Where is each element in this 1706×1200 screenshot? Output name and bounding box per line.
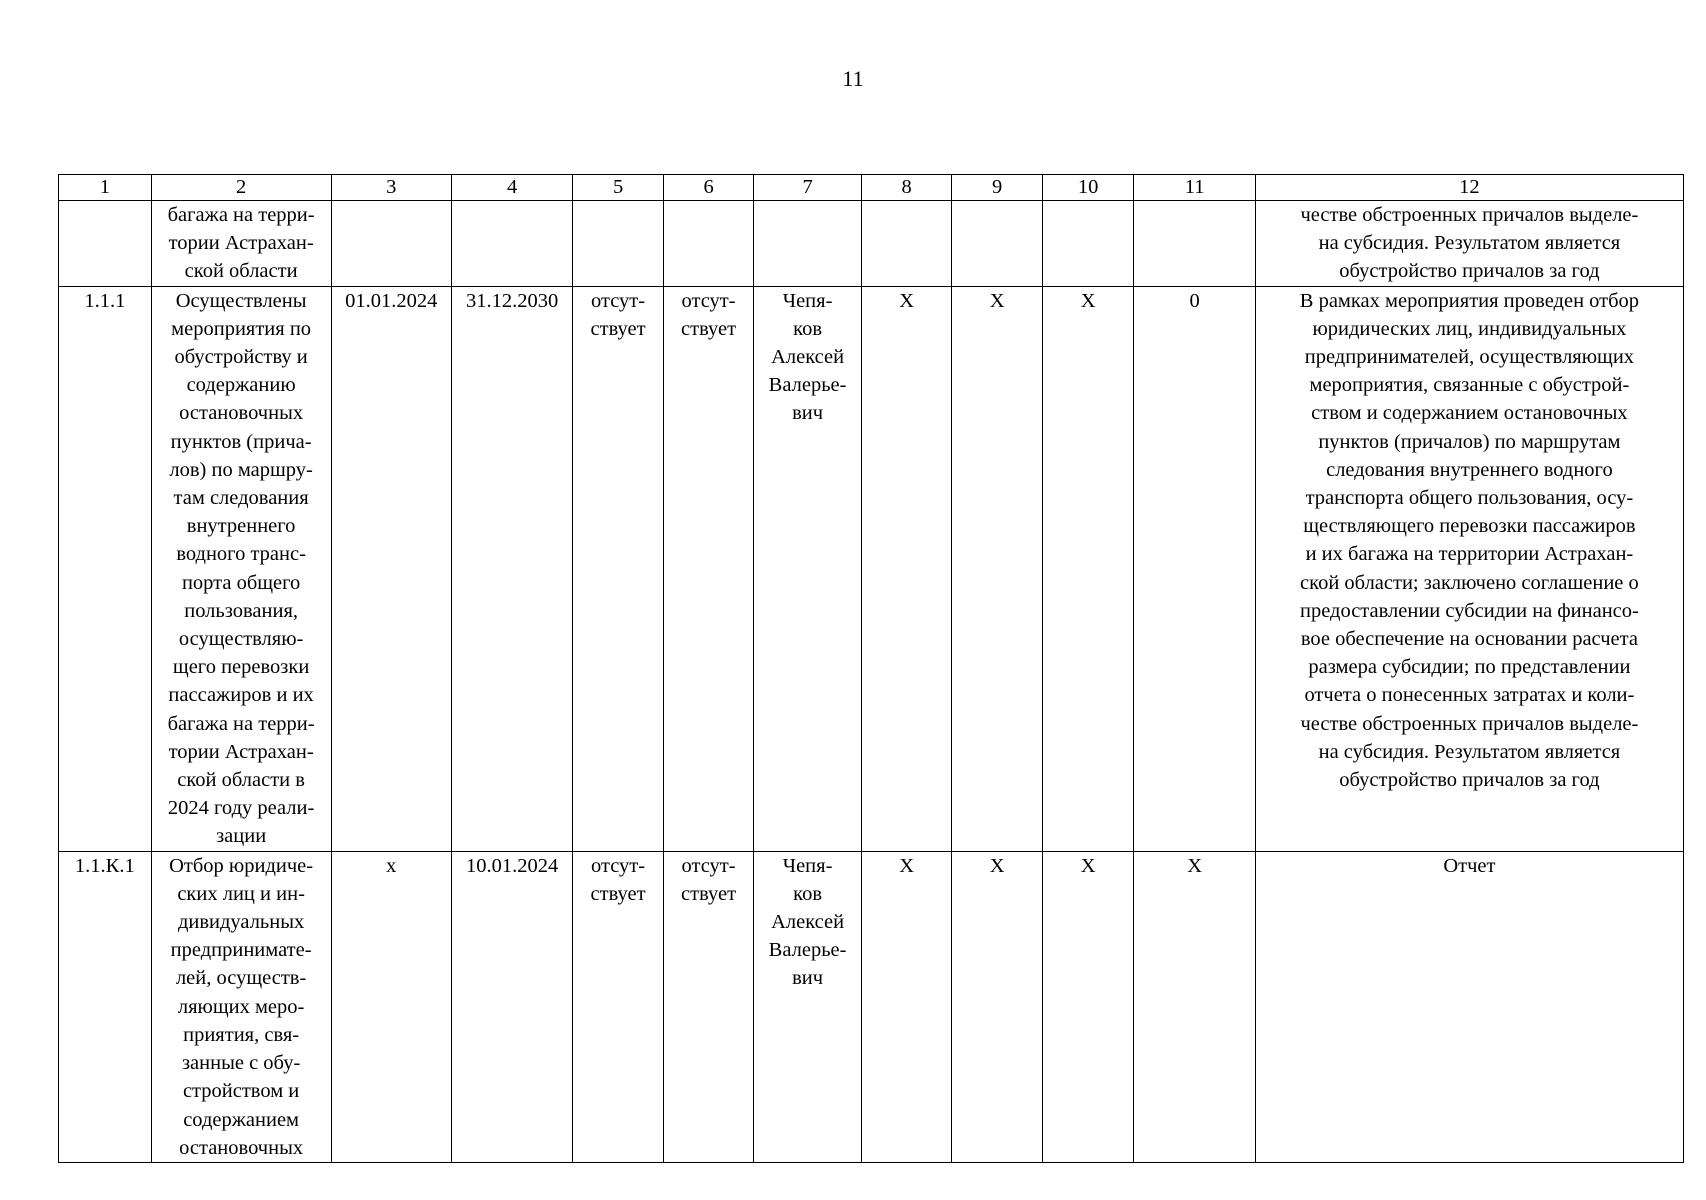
cell-col11 — [1134, 201, 1255, 287]
cell-start-date: 01.01.2024 — [331, 286, 451, 851]
cell-start-date: х — [331, 851, 451, 1162]
cell-number: 1.1.К.1 — [59, 851, 152, 1162]
cell-col8 — [861, 201, 952, 287]
cell-col5: отсут- ствует — [573, 851, 664, 1162]
cell-col9: X — [952, 286, 1043, 851]
column-header-8: 8 — [861, 175, 952, 201]
cell-col9: X — [952, 851, 1043, 1162]
cell-col5 — [573, 201, 664, 287]
cell-number: 1.1.1 — [59, 286, 152, 851]
cell-description: честве обстроенных причалов выделе- на субсидия. Результатом является обустройство причалов за год — [1255, 201, 1683, 287]
table-row — [59, 286, 1684, 851]
cell-col8: X — [861, 286, 952, 851]
column-header-11: 11 — [1134, 175, 1255, 201]
cell-col11: X — [1134, 851, 1255, 1162]
page-number: 11 — [842, 66, 864, 91]
header-row — [59, 175, 1684, 201]
cell-col6: отсут- ствует — [663, 851, 754, 1162]
cell-col11: 0 — [1134, 286, 1255, 851]
column-header-7: 7 — [754, 175, 862, 201]
cell-responsible — [754, 201, 862, 287]
cell-col10: X — [1042, 851, 1134, 1162]
cell-description: В рамках мероприятия проведен отбор юридических лиц, индивидуальных предпринимателей, осуществляющих мероприятия, связанные с обустрой- ством и содержанием остановочных пунктов (причалов) по маршрутам следования внутреннего водного транспорта общего пользования, осу- ществляющего перевозки пассажиров и их багажа на территории Астрахан- ской области; заключено соглашение о предоставлении субсидии на финансо- вое обеспечение на основании расчета размера субсидии; по представлении отчета о понесенных затратах и коли- честве обстроенных причалов выделе- на субсидия. Результатом является обустройство причалов за год — [1255, 286, 1683, 851]
cell-responsible: Чепя- ков Алексей Валерье- вич — [754, 851, 862, 1162]
cell-end-date: 31.12.2030 — [451, 286, 572, 851]
table-row — [59, 851, 1684, 1162]
cell-end-date: 10.01.2024 — [451, 851, 572, 1162]
cell-number — [59, 201, 152, 287]
cell-col9 — [952, 201, 1043, 287]
cell-col8: X — [861, 851, 952, 1162]
cell-col10 — [1042, 201, 1134, 287]
column-header-1: 1 — [59, 175, 152, 201]
cell-col6 — [663, 201, 754, 287]
cell-col6: отсут- ствует — [663, 286, 754, 851]
table-row — [59, 201, 1684, 287]
column-header-2: 2 — [151, 175, 331, 201]
cell-col10: X — [1042, 286, 1134, 851]
cell-responsible: Чепя- ков Алексей Валерье- вич — [754, 286, 862, 851]
column-header-12: 12 — [1255, 175, 1683, 201]
cell-name: Осуществлены мероприятия по обустройству и содержанию остановочных пунктов (прича- лов) по маршру- там следования внутреннего водного транс- порта общего пользования, осуществляю- щего перевозки пассажиров и их багажа на терри- тории Астрахан- ской области в 2024 году реали- зации — [151, 286, 331, 851]
cell-name: Отбор юридиче- ских лиц и ин- дивидуальных предпринимате- лей, осуществ- ляющих меро- приятия, свя- занные с обу- стройством и содержанием остановочных — [151, 851, 331, 1162]
cell-start-date — [331, 201, 451, 287]
cell-name: багажа на терри- тории Астрахан- ской области — [151, 201, 331, 287]
column-header-6: 6 — [663, 175, 754, 201]
column-header-3: 3 — [331, 175, 451, 201]
column-header-5: 5 — [573, 175, 664, 201]
column-header-4: 4 — [451, 175, 572, 201]
cell-description: Отчет — [1255, 851, 1683, 1162]
measures-table — [58, 174, 1684, 1163]
cell-col5: отсут- ствует — [573, 286, 664, 851]
column-header-10: 10 — [1042, 175, 1134, 201]
column-header-9: 9 — [952, 175, 1043, 201]
cell-end-date — [451, 201, 572, 287]
